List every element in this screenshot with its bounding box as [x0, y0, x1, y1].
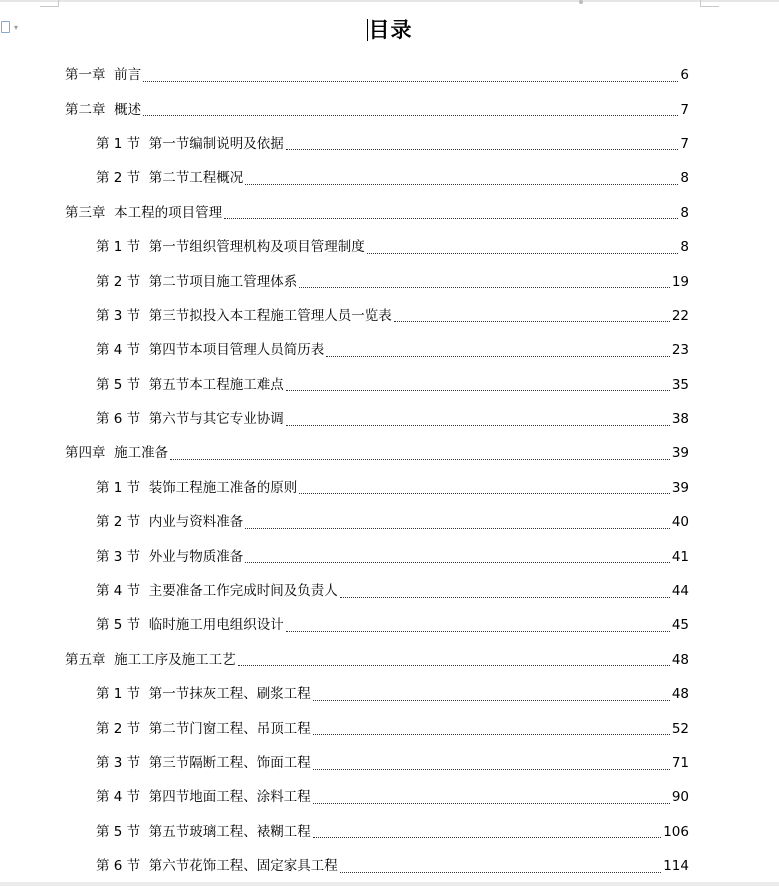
toc-chapter-entry[interactable]: [0, 436, 779, 470]
toc-dot-leader: [245, 528, 670, 529]
toc-entry-number: 第 3 节: [96, 755, 149, 771]
crop-mark-right: [700, 0, 719, 7]
toc-entry-page-number: 40: [671, 514, 689, 531]
table-of-contents: [0, 58, 779, 883]
caret-down-icon: ▾: [14, 22, 19, 32]
toc-entry-number: 第三章: [65, 204, 115, 221]
toc-dot-leader: [313, 734, 670, 735]
toc-section-entry[interactable]: [0, 505, 779, 539]
toc-entry-label: 外业与物质准备: [148, 548, 244, 565]
toc-entry-page-number: 23: [671, 342, 689, 359]
toc-entry-label: 第六节花饰工程、固定家具工程: [148, 858, 338, 875]
toc-entry-number: 第 4 节: [96, 583, 149, 600]
toc-entry-number: 第 4 节: [96, 789, 149, 806]
toc-dot-leader: [286, 425, 670, 426]
toc-entry-number: 第 2 节: [96, 273, 149, 290]
toc-section-entry[interactable]: [0, 368, 779, 402]
toc-entry-number: 第 2 节: [96, 514, 149, 531]
toc-entry-label: 概述: [114, 101, 142, 118]
toc-entry-page-number: 114: [663, 858, 689, 875]
toc-dot-leader: [367, 253, 679, 254]
toc-dot-leader: [326, 356, 670, 357]
toc-entry-label: 第一节抹灰工程、刷浆工程: [148, 686, 311, 703]
toc-entry-number: 第 6 节: [96, 411, 149, 428]
toc-chapter-entry[interactable]: [0, 92, 779, 126]
toc-entry-page-number: 39: [671, 479, 689, 496]
toc-entry-label: 本工程的项目管理: [114, 204, 223, 221]
toc-section-entry[interactable]: [0, 608, 779, 642]
toc-entry-page-number: 106: [663, 823, 689, 840]
toc-section-entry[interactable]: [0, 677, 779, 711]
toc-entry-number: 第 4 节: [96, 342, 149, 359]
toc-dot-leader: [245, 184, 678, 185]
toc-entry-page-number: 19: [671, 273, 689, 290]
toc-section-entry[interactable]: [0, 746, 779, 780]
toc-dot-leader: [313, 700, 670, 701]
toc-entry-page-number: 44: [671, 583, 689, 600]
toc-chapter-entry[interactable]: [0, 58, 779, 92]
toc-entry-page-number: 22: [671, 307, 689, 324]
toc-dot-leader: [313, 803, 670, 804]
toc-entry-page-number: 52: [671, 720, 689, 737]
page-bottom-border: [0, 882, 779, 886]
toc-entry-page-number: 71: [671, 755, 689, 771]
toc-entry-number: 第 1 节: [96, 479, 149, 496]
toc-section-entry[interactable]: [0, 780, 779, 814]
toc-section-entry[interactable]: [0, 849, 779, 883]
toc-entry-label: 第三节隔断工程、饰面工程: [148, 755, 311, 771]
toc-entry-number: 第 1 节: [96, 686, 149, 703]
toc-entry-number: 第 3 节: [96, 548, 149, 565]
toc-section-entry[interactable]: [0, 471, 779, 505]
toc-section-entry[interactable]: [0, 574, 779, 608]
toc-entry-number: 第 6 节: [96, 858, 149, 875]
toc-entry-number: 第 5 节: [96, 823, 149, 840]
toc-entry-page-number: 38: [671, 411, 689, 428]
toc-entry-number: 第 1 节: [96, 135, 149, 152]
toc-dot-leader: [340, 872, 661, 873]
toc-dot-leader: [224, 218, 678, 219]
toc-entry-page-number: 8: [680, 204, 689, 221]
toc-entry-label: 第二节门窗工程、吊顶工程: [148, 720, 311, 737]
toc-entry-page-number: 48: [671, 686, 689, 703]
toc-section-entry[interactable]: [0, 815, 779, 849]
toc-entry-page-number: 90: [671, 789, 689, 806]
toc-entry-page-number: 7: [680, 101, 689, 118]
toc-dot-leader: [394, 321, 670, 322]
toc-entry-number: 第 2 节: [96, 720, 149, 737]
toc-dot-leader: [245, 562, 670, 563]
toc-entry-page-number: 8: [680, 239, 689, 256]
toc-entry-label: 第六节与其它专业协调: [148, 411, 284, 428]
toc-section-entry[interactable]: [0, 299, 779, 333]
toc-dot-leader: [340, 597, 670, 598]
toc-entry-label: 第三节拟投入本工程施工管理人员一览表: [148, 307, 392, 324]
toc-dot-leader: [143, 81, 678, 82]
toc-dot-leader: [313, 837, 661, 838]
toc-entry-page-number: 35: [671, 376, 689, 393]
toc-entry-number: 第 1 节: [96, 239, 149, 256]
toc-entry-label: 施工准备: [114, 445, 169, 462]
toc-entry-number: 第 5 节: [96, 376, 149, 393]
toc-chapter-entry[interactable]: [0, 643, 779, 677]
toc-dot-leader: [286, 631, 670, 632]
toc-section-entry[interactable]: [0, 539, 779, 573]
toc-entry-label: 第二节项目施工管理体系: [148, 273, 298, 290]
toc-section-entry[interactable]: [0, 402, 779, 436]
ruler-tick: [579, 0, 583, 4]
toc-entry-number: 第一章: [65, 67, 115, 84]
toc-section-entry[interactable]: [0, 333, 779, 367]
toc-title-text: 目录: [368, 18, 413, 42]
toc-entry-page-number: 39: [671, 445, 689, 462]
toc-entry-number: 第 3 节: [96, 307, 149, 324]
toc-dot-leader: [286, 390, 670, 391]
toc-entry-label: 装饰工程施工准备的原则: [148, 479, 298, 496]
toc-entry-number: 第四章: [65, 445, 115, 462]
toc-title[interactable]: [0, 14, 779, 44]
toc-entry-page-number: 41: [671, 548, 689, 565]
toc-section-entry[interactable]: [0, 264, 779, 298]
toc-entry-label: 第一节编制说明及依据: [148, 135, 284, 152]
page-top-border: [0, 0, 779, 2]
toc-entry-page-number: 8: [680, 170, 689, 187]
toc-section-entry[interactable]: [0, 161, 779, 195]
toc-entry-label: 第四节本项目管理人员简历表: [148, 342, 325, 359]
toc-entry-label: 第五节玻璃工程、裱糊工程: [148, 823, 311, 840]
toc-dot-leader: [286, 149, 679, 150]
toc-entry-label: 施工工序及施工工艺: [114, 651, 236, 668]
toc-section-entry[interactable]: [0, 230, 779, 264]
toc-entry-label: 内业与资料准备: [148, 514, 244, 531]
toc-section-entry[interactable]: [0, 711, 779, 745]
toc-entry-label: 第一节组织管理机构及项目管理制度: [148, 239, 365, 256]
toc-dot-leader: [313, 769, 670, 770]
toc-dot-leader: [170, 459, 670, 460]
toc-dot-leader: [299, 493, 670, 494]
toc-entry-number: 第二章: [65, 101, 115, 118]
toc-entry-page-number: 7: [680, 135, 689, 152]
toc-entry-label: 第四节地面工程、涂料工程: [148, 789, 311, 806]
toc-entry-label: 主要准备工作完成时间及负责人: [148, 583, 338, 600]
toc-entry-label: 第二节工程概况: [148, 170, 244, 187]
toc-entry-page-number: 45: [671, 617, 689, 634]
toc-dot-leader: [299, 287, 670, 288]
toc-entry-number: 第 5 节: [96, 617, 149, 634]
toc-entry-page-number: 6: [680, 67, 689, 84]
toc-entry-label: 临时施工用电组织设计: [148, 617, 284, 634]
toc-entry-label: 第五节本工程施工难点: [148, 376, 284, 393]
toc-entry-label: 前言: [114, 67, 142, 84]
toc-dot-leader: [238, 665, 670, 666]
toc-section-entry[interactable]: [0, 127, 779, 161]
toc-chapter-entry[interactable]: [0, 196, 779, 230]
crop-mark-left: [40, 0, 59, 7]
toc-entry-number: 第五章: [65, 651, 115, 668]
toc-dot-leader: [143, 115, 678, 116]
toc-entry-number: 第 2 节: [96, 170, 149, 187]
toc-entry-page-number: 48: [671, 651, 689, 668]
text-cursor: [367, 19, 368, 41]
